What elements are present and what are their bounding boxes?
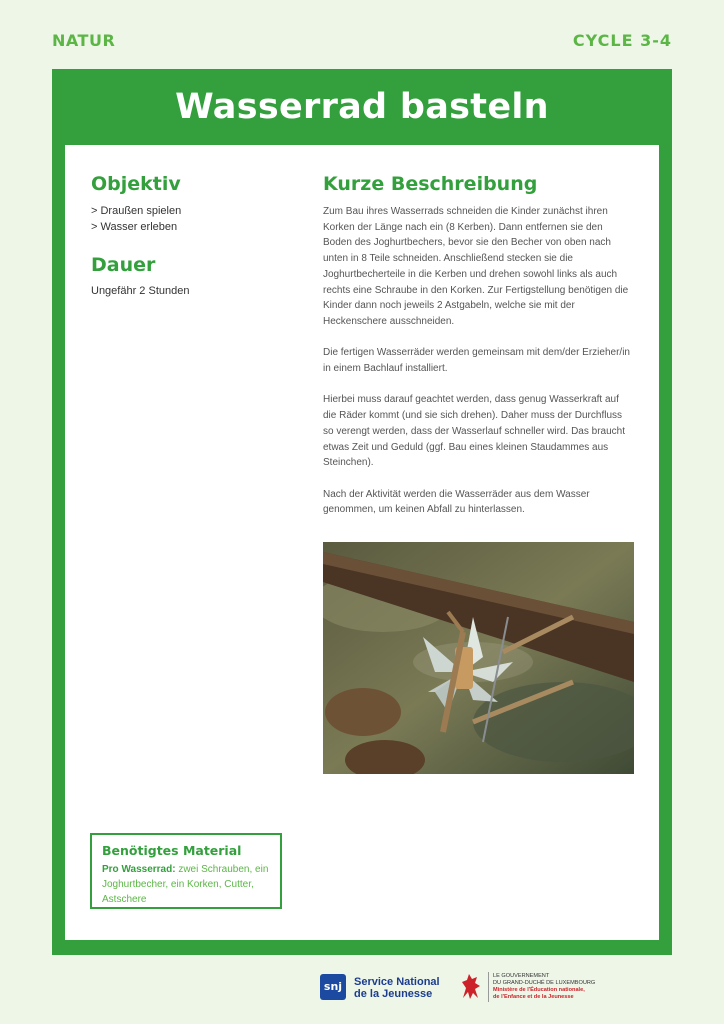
snj-logo-icon: snj <box>320 974 346 1000</box>
description-text <box>323 204 633 534</box>
material-box <box>90 833 282 909</box>
snj-name <box>354 976 440 1000</box>
duration-heading: Dauer <box>91 254 156 276</box>
page-title: Wasserrad basteln <box>175 87 549 127</box>
material-label: Pro Wasserrad: <box>102 864 176 875</box>
material-text <box>102 862 270 907</box>
duration-text: Ungefähr 2 Stunden <box>91 285 190 297</box>
description-paragraph: Zum Bau ihres Wasserrads schneiden die Kinder zunächst ihren Korken der Länge nach ein (8 Kerben). Dann entfernen sie den Boden des Joghurtbechers, bevor sie den Becher von oben nach unten in 8 Teile schneiden. Anschließend stecken sie die Joghurtbecherteile in die Kerben und drehen sowohl links als auch rechts eine Schraube in den Korken. Zur Fertigstellung benötigen die Kinder dann noch jeweils 2 Astgabeln, welche sie mit der Heckenschere ausschneiden. <box>323 206 629 327</box>
gov-line-4: de l'Enfance et de la Jeunesse <box>493 994 574 1000</box>
objective-list <box>91 204 181 235</box>
description-paragraph: Hierbei muss darauf geachtet werden, dass genug Wasserkraft auf die Räder kommt (und sie sich drehen). Daher muss der Durchfluss so verengt werden, dass der Wasserlauf schneller wird. Das braucht etwas Zeit und Geduld (ggf. Bau eines kleinen Staudammes aus Steinchen). <box>323 394 625 469</box>
material-heading: Benötigtes Material <box>102 843 242 858</box>
content-panel <box>65 145 659 940</box>
category-label: NATUR <box>52 31 116 50</box>
red-lion-icon <box>458 972 484 1002</box>
cycle-label: CYCLE 3-4 <box>572 31 672 50</box>
description-paragraph: Die fertigen Wasserräder werden gemeinsam mit dem/der Erzieher/in in einem Bachlauf installiert. <box>323 347 630 375</box>
snj-line-1: Service National <box>354 976 440 988</box>
gov-line-3: Ministère de l'Éducation nationale, <box>493 987 585 993</box>
snj-line-2: de la Jeunesse <box>354 988 433 1000</box>
government-text <box>493 973 633 1001</box>
activity-card <box>52 69 672 955</box>
list-item: > Wasser erleben <box>91 220 178 233</box>
gov-line-2: DU GRAND-DUCHÉ DE LUXEMBOURG <box>493 980 596 986</box>
waterwheel-photo-illustration <box>323 542 634 774</box>
description-heading: Kurze Beschreibung <box>323 173 538 195</box>
gov-line-1: LE GOUVERNEMENT <box>493 973 550 979</box>
waterwheel-photo <box>323 542 634 774</box>
footer-logos <box>320 968 620 1008</box>
logo-divider <box>488 972 489 1002</box>
material-items: zwei Schrauben, ein Joghurtbecher, ein Korken, Cutter, Astschere <box>102 864 269 905</box>
description-paragraph: Nach der Aktivität werden die Wasserräder aus dem Wasser genommen, um keinen Abfall zu hinterlassen. <box>323 488 590 516</box>
objective-heading: Objektiv <box>91 173 181 195</box>
list-item: > Draußen spielen <box>91 205 182 217</box>
